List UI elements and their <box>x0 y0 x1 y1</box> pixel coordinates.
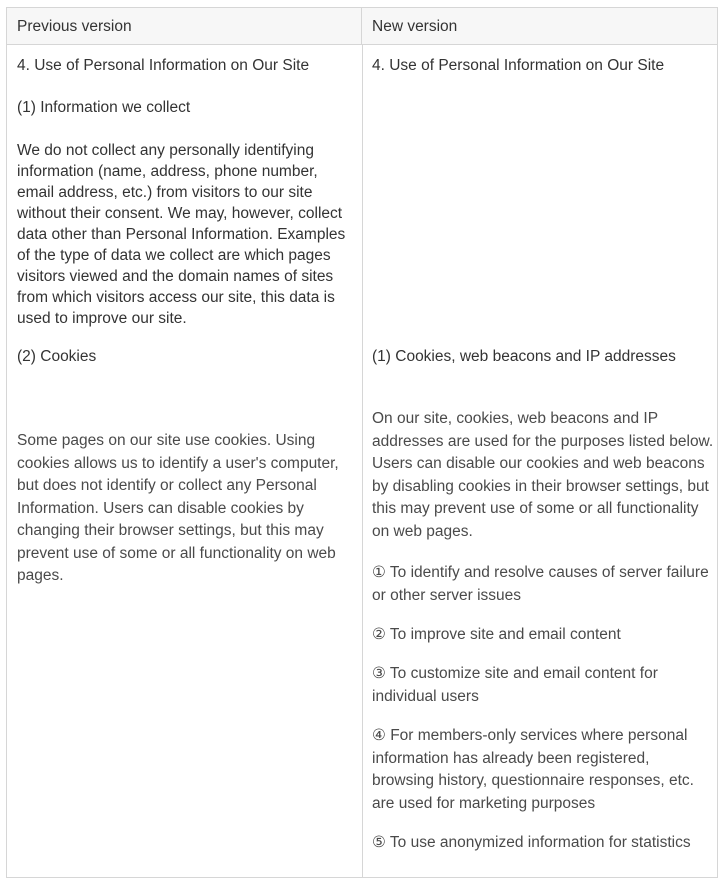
new-purpose-3: ③ To customize site and email content for individual users <box>372 665 658 705</box>
prev-sub1-body: We do not collect any personally identifying information (name, address, phone number, email address, etc.) from visitors to our site without their consent. We may, however, collect data other than Personal Information. Examples of the type of data we collect are which pages visitors viewed and the domain names of sites from which visitors access our site, this data is used to improve our site. <box>17 142 346 327</box>
prev-sub1-title: (1) Information we collect <box>17 99 191 116</box>
prev-sub2-body: Some pages on our site use cookies. Using cookies allows us to identify a user's computer, but does not identify or collect any Personal Information. Users can disable cookies by changing their browser settings, but this may prevent use of some or all functionality on web pages. <box>17 432 339 584</box>
new-purpose-5: ⑤ To use anonymized information for statistics <box>372 834 691 851</box>
header-new-label: New version <box>372 18 458 35</box>
prev-section-title: 4. Use of Personal Information on Our Site <box>17 57 310 74</box>
new-purpose-4: ④ For members-only services where personal information has already been registered, browsing history, questionnaire responses, etc. are used for marketing purposes <box>372 727 694 812</box>
header-previous-label: Previous version <box>17 18 132 35</box>
header-previous <box>7 8 362 45</box>
new-purpose-2: ② To improve site and email content <box>372 626 621 643</box>
new-sub1-title: (1) Cookies, web beacons and IP addresses <box>372 348 676 365</box>
prev-sub2-title: (2) Cookies <box>17 348 97 365</box>
new-purpose-1: ① To identify and resolve causes of server failure or other server issues <box>372 564 709 604</box>
new-sub1-body: On our site, cookies, web beacons and IP addresses are used for the purposes listed below. Users can disable our cookies and web beacons by disabling cookies in their browser settings, but this may prevent use of some or all functionality on web pages. <box>372 410 714 540</box>
new-section-title: 4. Use of Personal Information on Our Site <box>372 57 665 74</box>
comparison-table <box>6 7 718 878</box>
header-new <box>362 8 717 45</box>
column-divider <box>362 45 363 877</box>
